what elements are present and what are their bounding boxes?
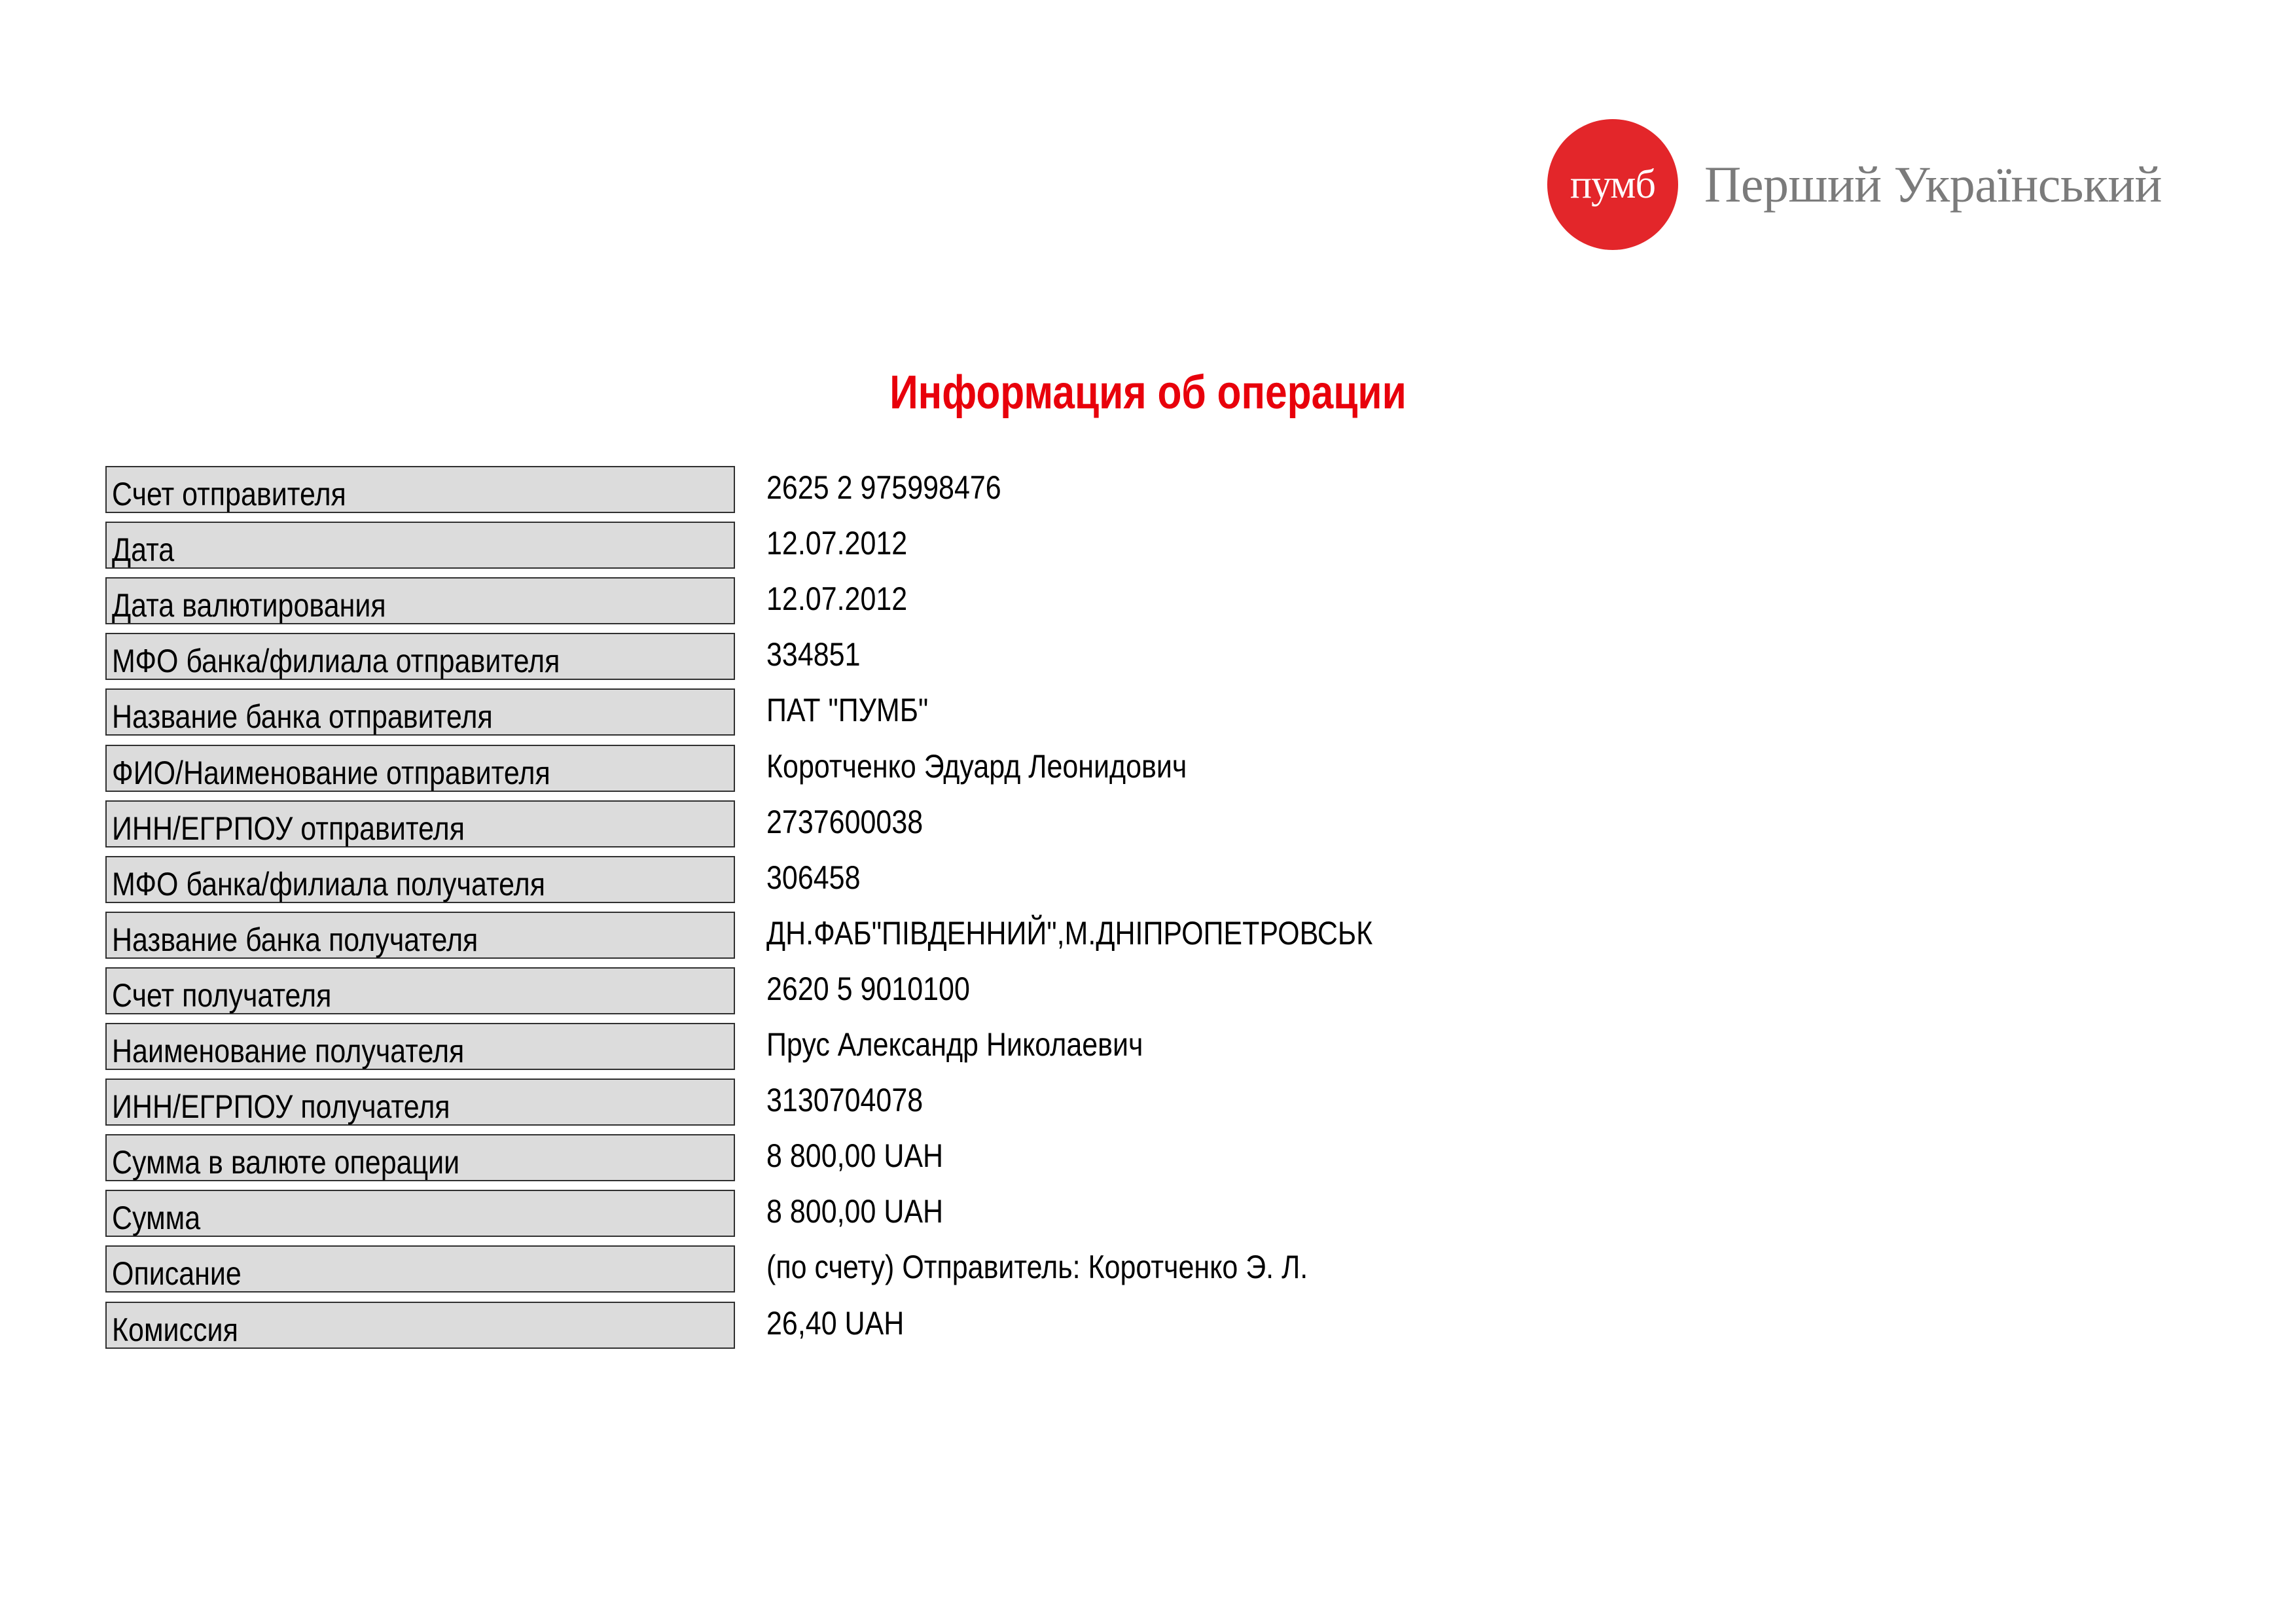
detail-value: 8 800,00 UAH: [766, 1137, 944, 1174]
detail-label: Дата валютирования: [112, 587, 386, 624]
detail-row-recipient-tax-id: [105, 1079, 2200, 1126]
detail-row-sender-name: [105, 745, 2200, 792]
detail-label-box: [105, 466, 735, 513]
bank-logo-mark: [1547, 119, 1678, 250]
bank-logo: [1547, 119, 2162, 250]
bank-logo-mark-text: пумб: [1570, 162, 1656, 207]
detail-row-commission: [105, 1302, 2200, 1349]
detail-row-description: [105, 1245, 2200, 1293]
detail-row-sender-bank-name: [105, 688, 2200, 736]
detail-row-value-date: [105, 577, 2200, 624]
bank-logo-name: Перший Український: [1704, 156, 2162, 213]
detail-label: МФО банка/филиала отправителя: [112, 643, 560, 679]
detail-value: 8 800,00 UAH: [766, 1193, 944, 1230]
detail-row-sender-tax-id: [105, 800, 2200, 847]
detail-row-sender-bank-mfo: [105, 633, 2200, 680]
detail-label: Название банка отправителя: [112, 698, 493, 735]
detail-label-box: [105, 856, 735, 903]
detail-label-box: [105, 1302, 735, 1349]
detail-row-recipient-bank-mfo: [105, 856, 2200, 903]
detail-label-box: [105, 522, 735, 569]
detail-row-amount: [105, 1190, 2200, 1237]
detail-value: 12.07.2012: [766, 580, 908, 617]
detail-label-box: [105, 1134, 735, 1181]
detail-label: ИНН/ЕГРПОУ получателя: [112, 1088, 450, 1125]
detail-row-recipient-account: [105, 967, 2200, 1014]
detail-row-recipient-name: [105, 1023, 2200, 1070]
detail-value: 2625 2 975998476: [766, 469, 1001, 506]
detail-label: Название банка получателя: [112, 921, 478, 958]
detail-value: 26,40 UAH: [766, 1305, 905, 1342]
detail-row-recipient-bank-name: [105, 912, 2200, 959]
detail-label: Счет отправителя: [112, 476, 346, 512]
detail-label-box: [105, 688, 735, 736]
detail-label-box: [105, 633, 735, 680]
detail-label: ФИО/Наименование отправителя: [112, 755, 550, 791]
detail-label: ИНН/ЕГРПОУ отправителя: [112, 810, 465, 847]
detail-value: 334851: [766, 636, 861, 673]
detail-value: 3130704078: [766, 1082, 924, 1118]
detail-label-box: [105, 1190, 735, 1237]
detail-label: Сумма в валюте операции: [112, 1144, 460, 1181]
detail-label-box: [105, 1023, 735, 1070]
detail-label: Счет получателя: [112, 977, 332, 1014]
detail-label-box: [105, 912, 735, 959]
detail-row-amount-in-operation-currency: [105, 1134, 2200, 1181]
detail-value: 306458: [766, 859, 861, 896]
detail-label: Дата: [112, 531, 175, 568]
detail-label: Комиссия: [112, 1311, 238, 1348]
detail-label-box: [105, 745, 735, 792]
detail-label-box: [105, 577, 735, 624]
detail-label: Описание: [112, 1255, 242, 1292]
detail-label-box: [105, 1079, 735, 1126]
detail-value: 2737600038: [766, 804, 924, 840]
detail-label-box: [105, 1245, 735, 1293]
detail-label-box: [105, 800, 735, 847]
detail-value: (по счету) Отправитель: Коротченко Э. Л.: [766, 1249, 1308, 1285]
detail-value: Коротченко Эдуард Леонидович: [766, 748, 1187, 785]
detail-value: 12.07.2012: [766, 525, 908, 562]
detail-row-date: [105, 522, 2200, 569]
detail-label: Наименование получателя: [112, 1033, 465, 1069]
detail-label: МФО банка/филиала получателя: [112, 866, 546, 902]
detail-value: 2620 5 9010100: [766, 971, 970, 1007]
detail-value: Прус Александр Николаевич: [766, 1026, 1143, 1063]
detail-value: ПАТ "ПУМБ": [766, 692, 929, 728]
detail-row-sender-account: [105, 466, 2200, 513]
page-title: Информация об операции: [889, 366, 1407, 419]
detail-label: Сумма: [112, 1200, 201, 1236]
detail-label-box: [105, 967, 735, 1014]
detail-value: ДН.ФАБ"ПІВДЕННИЙ",М.ДНІПРОПЕТРОВСЬК: [766, 915, 1373, 952]
